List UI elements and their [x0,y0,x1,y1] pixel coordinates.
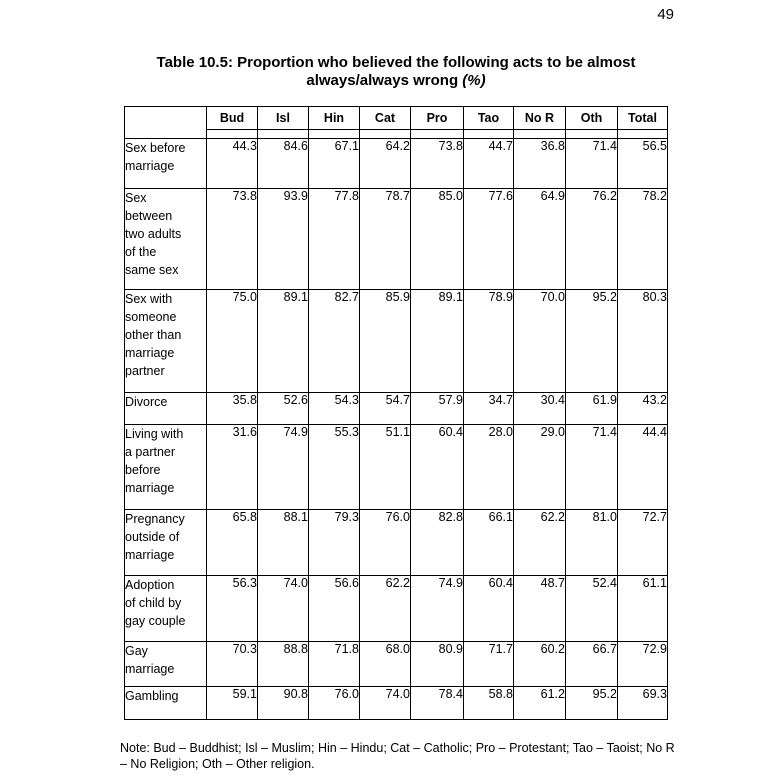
table-cell: 61.1 [618,576,668,642]
column-header: Pro [411,107,464,130]
row-label: Divorce [125,393,207,425]
table-cell: 78.9 [464,290,514,393]
table-cell: 71.8 [309,642,360,687]
table-cell: 70.0 [514,290,566,393]
table-cell: 62.2 [514,510,566,576]
table-cell: 79.3 [309,510,360,576]
row-label: Sex before marriage [125,139,207,189]
row-label: Pregnancy outside of marriage [125,510,207,576]
column-header: Cat [360,107,411,130]
header-label-cell [125,107,207,139]
table-cell: 60.2 [514,642,566,687]
table-row [125,290,668,393]
table-cell: 84.6 [258,139,309,189]
header-row [125,107,668,130]
table-cell: 56.6 [309,576,360,642]
table-row [125,425,668,510]
table-cell: 66.1 [464,510,514,576]
row-label: Gay marriage [125,642,207,687]
table-cell: 30.4 [514,393,566,425]
table-cell: 74.0 [360,687,411,720]
table-cell: 78.4 [411,687,464,720]
table-cell: 44.3 [207,139,258,189]
table-cell: 71.4 [566,139,618,189]
table-cell: 82.7 [309,290,360,393]
table-cell: 76.0 [309,687,360,720]
table-cell: 48.7 [514,576,566,642]
table-cell: 73.8 [411,139,464,189]
page-number: 49 [657,6,674,23]
table-cell: 70.3 [207,642,258,687]
table-cell: 81.0 [566,510,618,576]
column-header: No R [514,107,566,130]
table-title-main: Table 10.5: Proportion who believed the following acts to be almost always/always wrong [156,54,636,89]
table-cell: 74.0 [258,576,309,642]
table-cell: 58.8 [464,687,514,720]
table-cell: 65.8 [207,510,258,576]
table-cell: 54.3 [309,393,360,425]
table-title-unit: (%) [462,72,486,89]
table-row [125,393,668,425]
table-cell: 55.3 [309,425,360,510]
table-cell: 71.7 [464,642,514,687]
table-cell: 76.0 [360,510,411,576]
table-cell: 56.3 [207,576,258,642]
table-cell: 72.7 [618,510,668,576]
table-cell: 57.9 [411,393,464,425]
table-cell: 90.8 [258,687,309,720]
column-header: Tao [464,107,514,130]
table-cell: 64.9 [514,189,566,290]
column-header: Hin [309,107,360,130]
table-cell: 29.0 [514,425,566,510]
table-cell: 44.4 [618,425,668,510]
table-cell: 73.8 [207,189,258,290]
table-cell: 82.8 [411,510,464,576]
table-cell: 77.8 [309,189,360,290]
table-cell: 67.1 [309,139,360,189]
row-label: Living with a partner before marriage [125,425,207,510]
table-cell: 44.7 [464,139,514,189]
table-cell: 52.6 [258,393,309,425]
table-cell: 35.8 [207,393,258,425]
table-cell: 71.4 [566,425,618,510]
table-cell: 56.5 [618,139,668,189]
table-cell: 95.2 [566,290,618,393]
data-table [124,106,668,720]
row-label: Adoption of child by gay couple [125,576,207,642]
table-cell: 85.9 [360,290,411,393]
table-cell: 72.9 [618,642,668,687]
table-cell: 77.6 [464,189,514,290]
table-note: Note: Bud – Buddhist; Isl – Muslim; Hin – Hindu; Cat – Catholic; Pro – Protestant; Tao – Taoist; No R – No Religion; Oth – Other religion. [120,741,675,771]
table-cell: 54.7 [360,393,411,425]
table-cell: 61.2 [514,687,566,720]
table-row [125,189,668,290]
table-cell: 78.2 [618,189,668,290]
table-cell: 74.9 [411,576,464,642]
table-row [125,139,668,189]
table-cell: 34.7 [464,393,514,425]
row-label: Sex between two adults of the same sex [125,189,207,290]
table-cell: 60.4 [464,576,514,642]
table-cell: 60.4 [411,425,464,510]
table-cell: 76.2 [566,189,618,290]
table-row [125,642,668,687]
table-cell: 36.8 [514,139,566,189]
table-row [125,510,668,576]
column-header: Total [618,107,668,130]
table-cell: 59.1 [207,687,258,720]
table-cell: 93.9 [258,189,309,290]
row-label: Gambling [125,687,207,720]
table-cell: 43.2 [618,393,668,425]
table-cell: 88.8 [258,642,309,687]
table-cell: 75.0 [207,290,258,393]
table-cell: 95.2 [566,687,618,720]
table-cell: 89.1 [258,290,309,393]
row-label: Sex with someone other than marriage partner [125,290,207,393]
table-cell: 52.4 [566,576,618,642]
column-header: Bud [207,107,258,130]
table-cell: 74.9 [258,425,309,510]
table-title [125,54,667,90]
table-cell: 51.1 [360,425,411,510]
column-header: Oth [566,107,618,130]
table-cell: 85.0 [411,189,464,290]
table-cell: 78.7 [360,189,411,290]
table-cell: 62.2 [360,576,411,642]
table-cell: 64.2 [360,139,411,189]
table-row [125,687,668,720]
table-row [125,576,668,642]
header-spacer-row [125,130,668,139]
table-cell: 69.3 [618,687,668,720]
table-cell: 68.0 [360,642,411,687]
table-cell: 28.0 [464,425,514,510]
table-cell: 61.9 [566,393,618,425]
table-cell: 88.1 [258,510,309,576]
table-cell: 80.3 [618,290,668,393]
table-cell: 66.7 [566,642,618,687]
column-header: Isl [258,107,309,130]
table-cell: 80.9 [411,642,464,687]
table-cell: 31.6 [207,425,258,510]
table-cell: 89.1 [411,290,464,393]
